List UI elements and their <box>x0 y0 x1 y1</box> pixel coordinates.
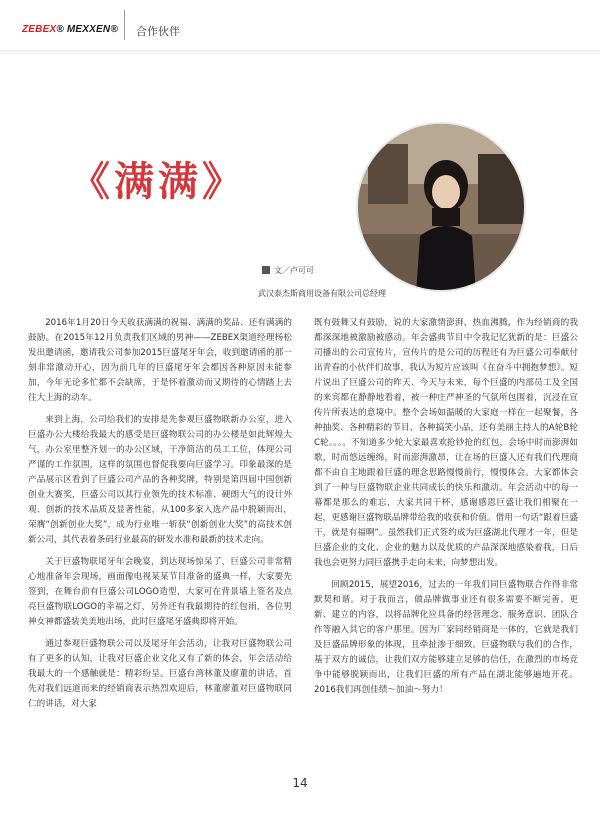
page-number: 14 <box>292 776 308 790</box>
author-byline <box>262 265 314 276</box>
paragraph: 2016年1月20日今天收获满满的祝福、满满的奖品、还有满满的鼓励。在2015年12月负责我们区域的男神——ZEBEX渠道经理杨松发出邀请函，邀请我公司参加2015巨盛尾牙年会，收到邀请函的那一刻非常激动开心，因为前几年的巨盛尾牙年会都因各种原因未能参加，今年无论多忙都不会缺席，于是怀着激动而又期待的心情踏上去往大上海的动车。 <box>28 318 292 403</box>
page-header <box>0 0 600 62</box>
byline-square-icon <box>262 266 270 274</box>
paragraph: 关于巨盛物联尾牙年会晚宴，到达现场惊呆了，巨盛公司非常精心地准备年会现场，画面像电视某某节目准备的盛典一样，大家要先签到，在舞台前有巨盛公司LOGO造型，大家可在背景墙上签名及点亮巨盛物联LOGO的幸福之灯，另外还有我最期待的红包雨，各位男神女神都盛装美美地出场，此时巨盛尾牙盛典即将开始。 <box>28 557 292 627</box>
author-photo <box>356 122 526 292</box>
body-column-right <box>314 316 578 719</box>
brand-logo: ZEBEX® MEXXEN® <box>22 24 118 35</box>
body-column-left <box>28 316 292 719</box>
logo-text-mexxen: MEXXEN <box>66 24 111 35</box>
paragraph: 来到上海，公司给我们的安排是先参观巨盛物联新办公室，进入巨盛办公大楼给我最大的感受是巨盛物联公司的办公楼是如此辉煌大气，办公室里整齐划一的办公区域，干净简洁的员工工位，体现公司严谨的工作氛围，这样的氛围也督促我要向巨盛学习。印象最深的是产品展示区看到了巨盛公司产品的各种奖牌，特别是第四届中国创新创业大赛奖，巨盛公司以其行业领先的技术标准、硬朗大气的设计外观、创新的技术品质及显著性能，从100多家入选产品中脱颖而出，荣膺“创新创业大奖”，成为行业唯一斩获“创新创业大奖”的高技术创新公司，其代表着条码行业最高的研发水准和最新的技术走向。 <box>28 415 292 545</box>
article-body <box>28 316 578 719</box>
header-rule <box>0 50 600 56</box>
author-affiliation: 武汉泰杰斯商用设备有限公司总经理 <box>258 289 386 298</box>
paragraph: 通过参观巨盛物联公司以及尾牙年会活动，让我对巨盛物联公司有了更多的认知，让我对巨盛企业文化又有了新的体会，年会活动给我最大的一个感触就是：精彩纷呈。巨盛台湾林董及廖董的讲话，首先对我们远道而来的经销商表示热烈欢迎后，林董廖董对巨盛物联同仁的讲话，对大家 <box>28 639 292 709</box>
section-title: 合作伙伴 <box>136 25 180 38</box>
article-title: 《满满》 <box>70 159 246 205</box>
author-name: 文／卢可可 <box>274 266 314 275</box>
header-divider <box>124 10 125 40</box>
logo-text-zebex: ZEBEX <box>22 24 57 35</box>
paragraph: 既有鼓舞又有鼓励，说的大家激情澎湃，热血沸腾，作为经销商的我都深深地被激励被感动。年会盛典节目中令我记忆犹新的是：巨盛公司播出的公司宣传片，宣传片的是公司的历程还有为巨盛公司奉献付出青春的小伙伴们故事，我认为短片应该叫《在奋斗中拥抱梦想》。短片说出了巨盛公司的昨天、今天与未来，每个巨盛的内部员工及全国的来宾都在静静地看着，被一种庄严神圣的气氛所包围着，沉浸在宣传片所表达的意境中。整个会场如温暖的大家庭一样在一起聚餐，各种抽奖、各种精彩的节目、各种搞笑小品，还有美丽主持人的A轮B轮C轮。。。。不知道多少轮大家最喜欢抢钞抢的红包，会场中时而澎湃如歌，时而悠远缠绵，时而澎湃激昂，让在场的巨盛人还有我们代理商都不由自主地跟着巨盛的理念思路慢慢前行，慢慢体会。大家都体会到了一种与巨盛物联企业共同成长的快乐和激动。年会活动中的每一幕都是那么的难忘，大家共同干杯，感谢感恩巨盛让我们相聚在一起，更感谢巨盛物联品牌带给我的收获和价值。借用一句话“跟着巨盛干，就是有福啊”。虽然我们正式签约成为巨盛湖北代理才一年，但是巨盛企业的文化、企业的魅力以及优质的产品深深地感染着我，日后我也会更努力同巨盛携手走向未来，向梦想出发。 <box>314 318 578 568</box>
paragraph: 回顾2015，展望2016，过去的一年我们同巨盛物联合作得非常默契和谐。对于我而言，做品牌做事业还有很多需要不断完善、更新、建立的内容，以将品牌化应具备的经营理念、服务意识、团队合作等融入其它的客户那里。因为厂家同经销商是一体的，它就是我们及巨盛品牌形象的体现，且牵扯渗于细致。巨盛物联与我们的合作，基于双方的诚信，让我们双方能够建立足够的信任，在激烈的市场竞争中能够脱颖而出，让我们巨盛的所有产品在湖北能够遍地开花。2016我们再创佳绩～加油～努力！ <box>314 580 578 695</box>
author-portrait-image <box>358 124 526 292</box>
